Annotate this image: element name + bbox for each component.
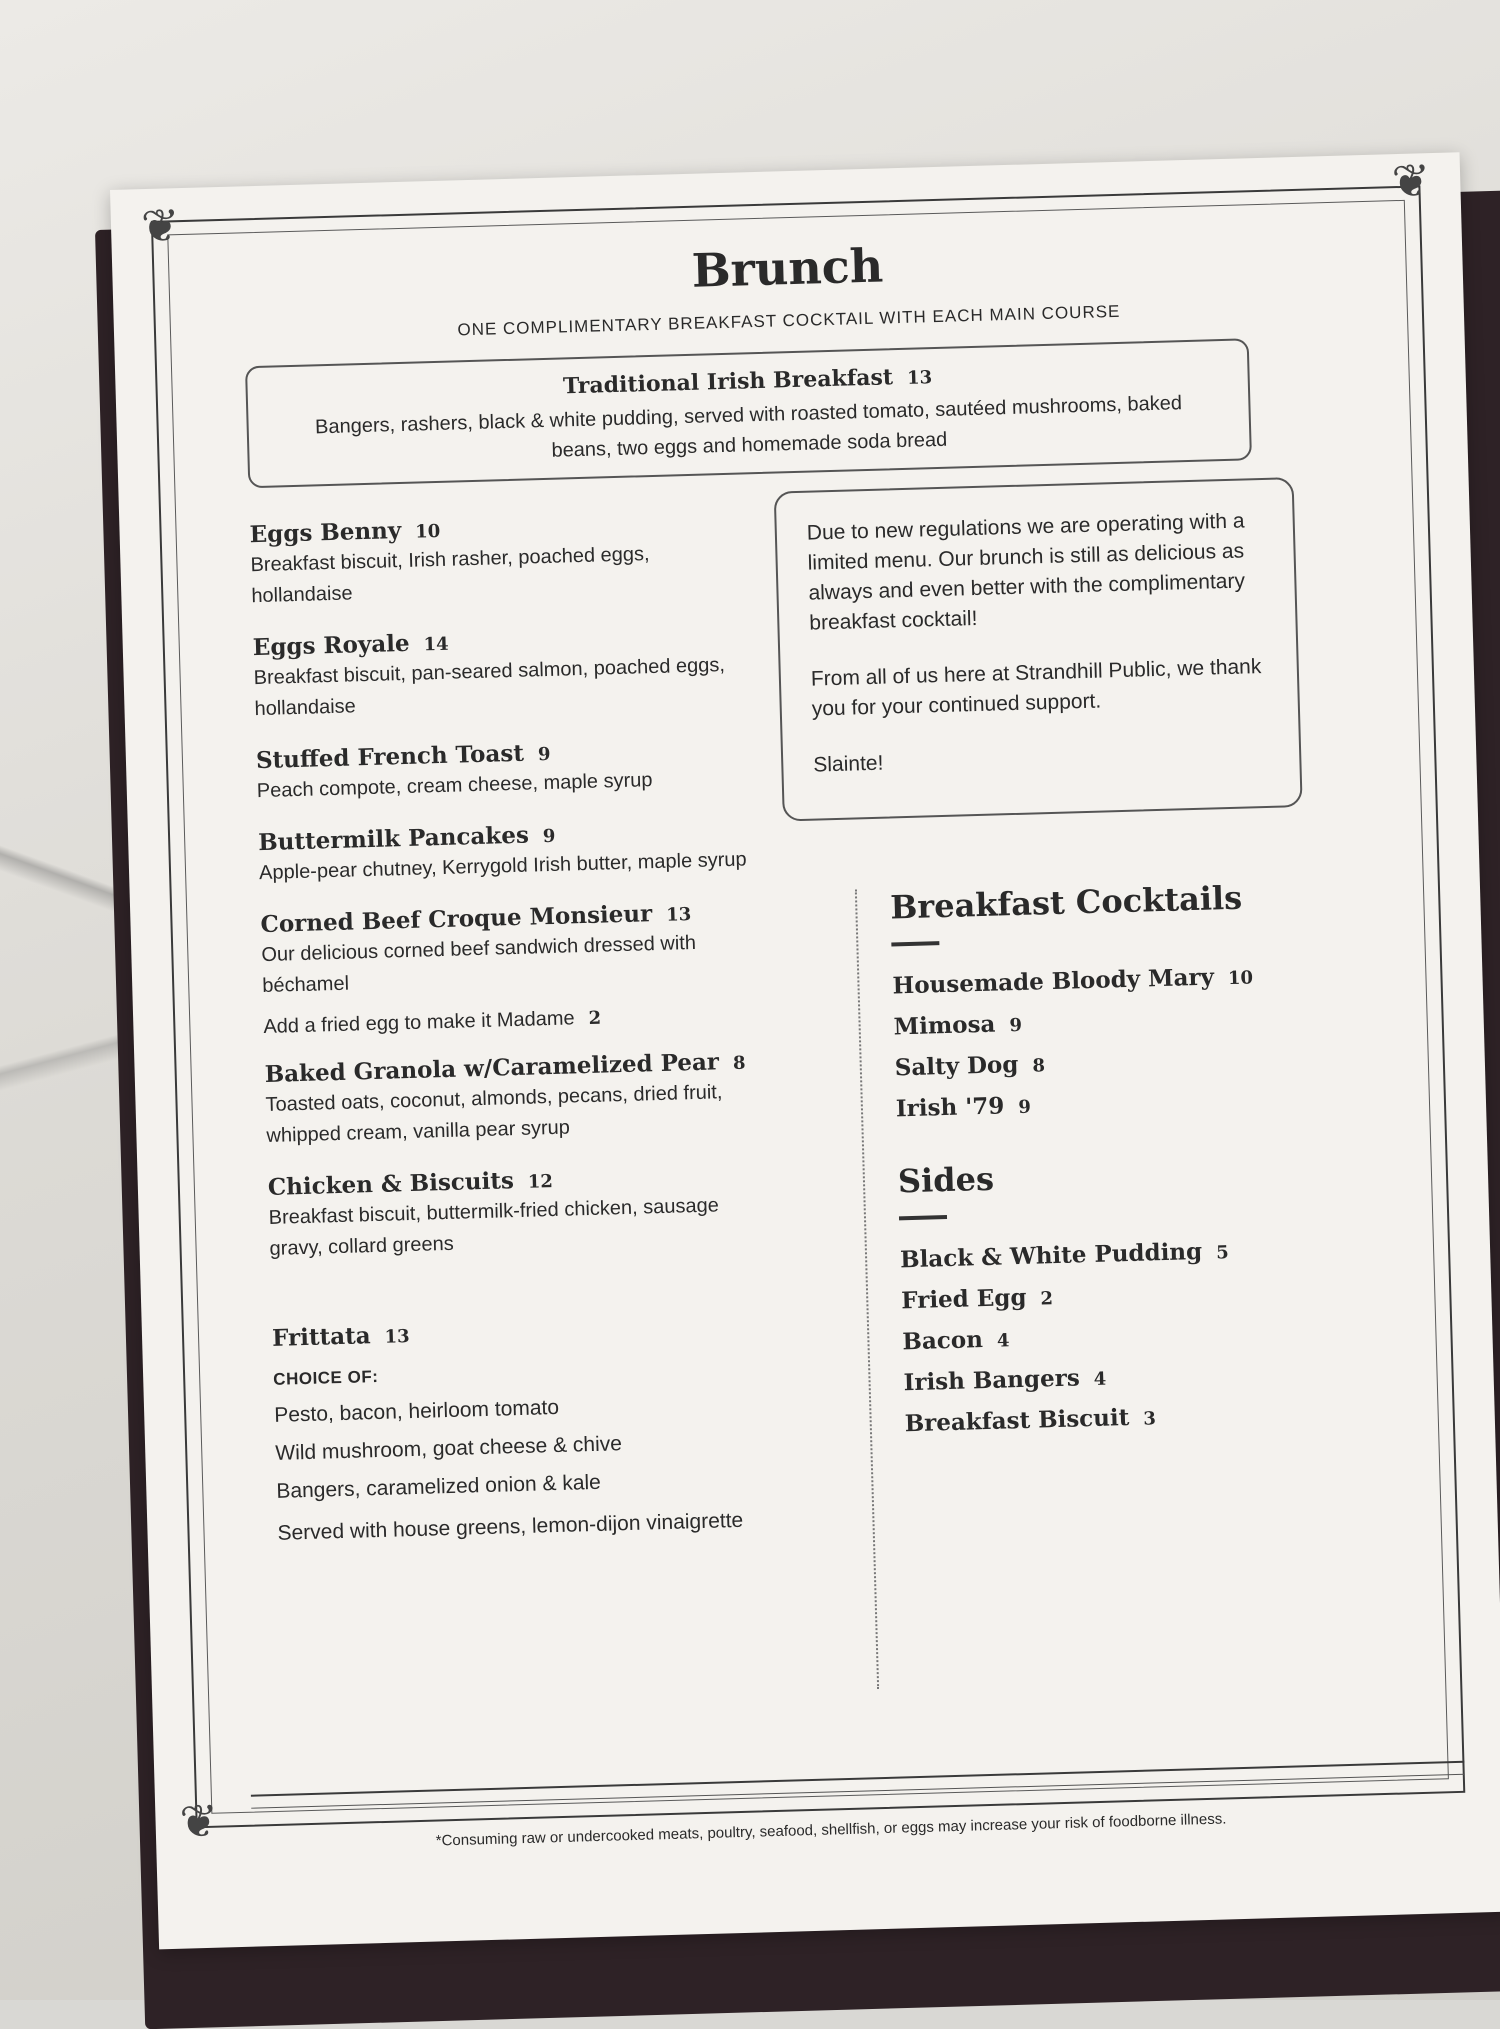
item-name: Eggs Royale [252,629,410,662]
item-price: 13 [665,904,692,926]
menu-item [256,733,757,807]
frittata-choice: Pesto, bacon, heirloom tomato [273,1395,560,1427]
cocktail-price: 8 [1032,1055,1046,1077]
item-price: 12 [527,1171,554,1193]
cocktail-price: 9 [1009,1014,1023,1037]
menu-item [258,815,759,889]
menu-item [264,1047,766,1152]
item-price: 14 [423,633,449,656]
side-price: 4 [1093,1368,1107,1390]
item-price: 8 [732,1052,746,1074]
frittata-served-with: Served with house greens, lemon-dijon vinaigrette [277,1508,744,1545]
frittata-choice: Wild mushroom, goat cheese & chive [275,1432,623,1465]
frittata-choice-label: CHOICE OF: [273,1366,379,1389]
item-price: 10 [414,520,441,543]
featured-item-name: Traditional Irish Breakfast [562,364,894,400]
item-description: Our delicious corned beef sandwich dressed with béchamel [261,931,697,998]
flourish-icon-top-right: ❦ [1390,153,1431,209]
menu-page [110,152,1500,1949]
notice-box [774,477,1303,821]
item-name: Stuffed French Toast [255,739,525,775]
cocktail-name: Housemade Bloody Mary [892,963,1215,1000]
item-price: 9 [537,743,551,766]
side-name: Black & White Pudding [899,1237,1203,1274]
sides-title: Sides [897,1159,995,1201]
item-addon: Add a fried egg to make it Madame [263,1007,575,1039]
side-name: Bacon [902,1326,984,1356]
cocktail-price: 9 [1018,1096,1032,1118]
side-item [902,1317,1323,1356]
side-item [901,1276,1322,1315]
side-name: Breakfast Biscuit [904,1404,1130,1438]
item-description: Breakfast biscuit, Irish rasher, poached eggs, hollandaise [250,543,650,608]
notice-paragraph: From all of us here at Strandhill Public, we thank you for your continued support. [810,655,1262,721]
notice-signoff: Slainte! [813,751,884,777]
item-description: Breakfast biscuit, buttermilk-fried chicken, sausage gravy, collard greens [268,1194,720,1260]
side-item [900,1235,1321,1274]
menu-title: Brunch [690,238,884,298]
menu-subtitle: ONE COMPLIMENTARY BREAKFAST COCKTAIL WITH EACH MAIN COURSE [457,301,1121,340]
drinks-sides-column [890,877,1326,1452]
cocktail-name: Irish '79 [895,1092,1005,1123]
featured-item-price: 13 [906,367,933,389]
featured-item-description: Bangers, rashers, black & white pudding, served with roasted tomato, sautéed mushrooms, baked beans, two eggs and homemade soda bread [314,392,1183,462]
item-price: 13 [384,1326,410,1348]
cocktails-title: Breakfast Cocktails [889,878,1243,927]
menu-item [260,897,763,1039]
item-name: Baked Granola w/Caramelized Pear [264,1048,720,1089]
menu-item [252,620,754,725]
cocktail-price: 10 [1227,967,1254,990]
item-name: Frittata [271,1322,371,1352]
flourish-icon-top-left: ❦ [140,198,181,254]
item-name: Eggs Benny [249,517,402,549]
section-rule [891,941,939,946]
flourish-icon-bottom-left: ❦ [178,1793,219,1849]
side-price: 5 [1215,1242,1230,1264]
item-name: Corned Beef Croque Monsieur [260,900,653,939]
item-description: Toasted oats, coconut, almonds, pecans, dried fruit, whipped cream, vanilla pear syrup [265,1081,723,1147]
item-description: Breakfast biscuit, pan-seared salmon, poached eggs, hollandaise [253,654,726,721]
side-item [904,1399,1325,1438]
cocktail-name: Salty Dog [894,1050,1019,1082]
menu-item [268,1160,770,1265]
main-items-column [249,507,778,1571]
frittata-item [272,1311,778,1549]
cocktail-item [892,961,1313,1000]
cocktail-item [893,1002,1314,1041]
side-price: 2 [1040,1288,1054,1310]
item-description: Apple-pear chutney, Kerrygold Irish butter, maple syrup [258,848,747,885]
side-price: 4 [996,1330,1010,1352]
item-description: Peach compote, cream cheese, maple syrup [256,769,653,803]
section-rule [899,1215,947,1220]
notice-paragraph: Due to new regulations we are operating with a limited menu. Our brunch is still as delicious as always and even better with the complimentary breakfast cocktail! [806,509,1246,635]
frittata-choice: Bangers, caramelized onion & kale [276,1470,602,1503]
menu-item [249,507,751,612]
item-addon-price: 2 [588,1007,602,1029]
side-price: 3 [1143,1408,1157,1430]
food-safety-note: *Consuming raw or undercooked meats, poultry, seafood, shellfish, or eggs may increase your risk of foodborne illness. [435,1810,1227,1850]
cocktail-item [894,1043,1315,1082]
item-name: Chicken & Biscuits [267,1167,515,1201]
side-name: Irish Bangers [903,1364,1081,1397]
cocktail-name: Mimosa [893,1010,996,1041]
item-price: 9 [542,825,556,848]
item-name: Buttermilk Pancakes [257,821,530,857]
side-name: Fried Egg [900,1283,1027,1315]
side-item [903,1358,1324,1397]
cocktail-item [896,1084,1317,1123]
